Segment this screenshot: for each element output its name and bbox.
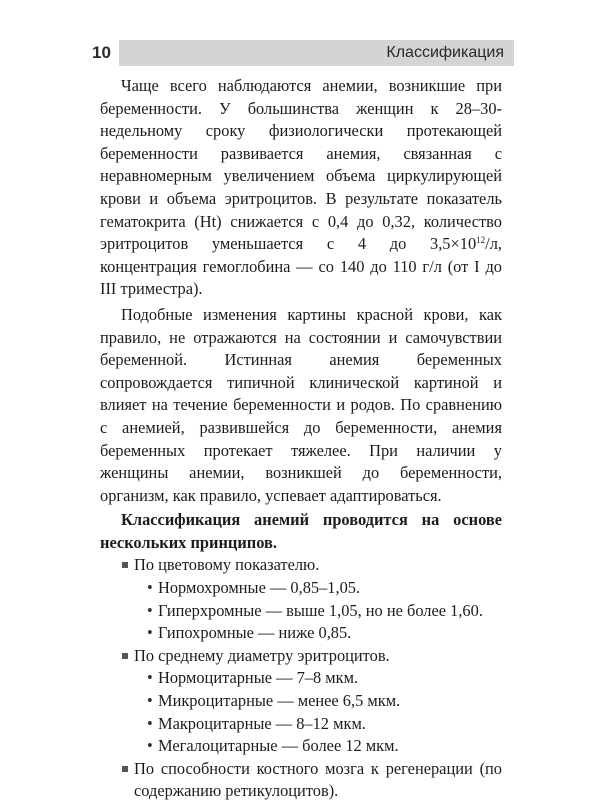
classification-heading: Классификация анемий проводится на основе нескольких принципов. [100,510,502,552]
sub-list [134,667,502,757]
principle-label: По способности костного мозга к регенерации (по содержанию ретикулоцитов). [134,758,502,801]
superscript-exponent: 12 [476,235,486,246]
sub-list-item: • Нормоцитарные — 7–8 мкм. [134,667,502,690]
principle-item [100,645,502,758]
sub-list-item: • Гипохромные — ниже 0,85. [134,622,502,645]
classification-list [100,554,502,803]
sub-list-item: • Нормохромные — 0,85–1,05. [134,577,502,600]
sub-list-item: • Гиперхромные — выше 1,05, но не более 1,60. [134,600,502,623]
page-number: 10 [86,40,119,66]
sub-list [134,577,502,645]
principle-item [100,554,502,644]
running-title: Классификация [386,44,504,61]
sub-list-item: • Мегалоцитарные — более 12 мкм. [134,735,502,758]
paragraph-text: Чаще всего наблюдаются анемии, возникшие при беременности. У большинства женщин к 28–30-недельному сроку физиологически протекающей беременности развивается анемия, связанная с неравномерным увеличением объема циркулирующей крови и объема эритроцитов. В результате показатель гематокрита (Ht) снижается с 0,4 до 0,32, количество эритроцитов уменьшается с 4 до 3,5×10 [100,76,502,254]
principle-label: По цветовому показателю. [134,555,320,575]
main-text [100,75,502,803]
sub-list-item: • Макроцитарные — 8–12 мкм. [134,713,502,736]
paragraph-anemia-pregnancy [100,75,502,301]
principle-item [100,758,502,803]
paragraph-text: /л, концентрация гемоглобина — со 140 до 110 г/л (от I до III триместра). [100,234,502,299]
principle-label: По среднему диаметру эритроцитов. [134,645,390,665]
paragraph-blood-changes: Подобные изменения картины красной крови, как правило, не отражаются на состоянии и самочувствии беременной. Истинная анемия беременных сопровождается типичной клинической картиной и влияет на течение беременности и родов. По сравнению с анемией, развившейся до беременности, анемия беременных протекает тяжелее. При наличии у женщины анемии, возникшей до беременности, организм, как правило, успевает адаптироваться. [100,304,502,505]
sub-list-item: • Микроцитарные — менее 6,5 мкм. [134,690,502,713]
page-header [86,40,514,66]
